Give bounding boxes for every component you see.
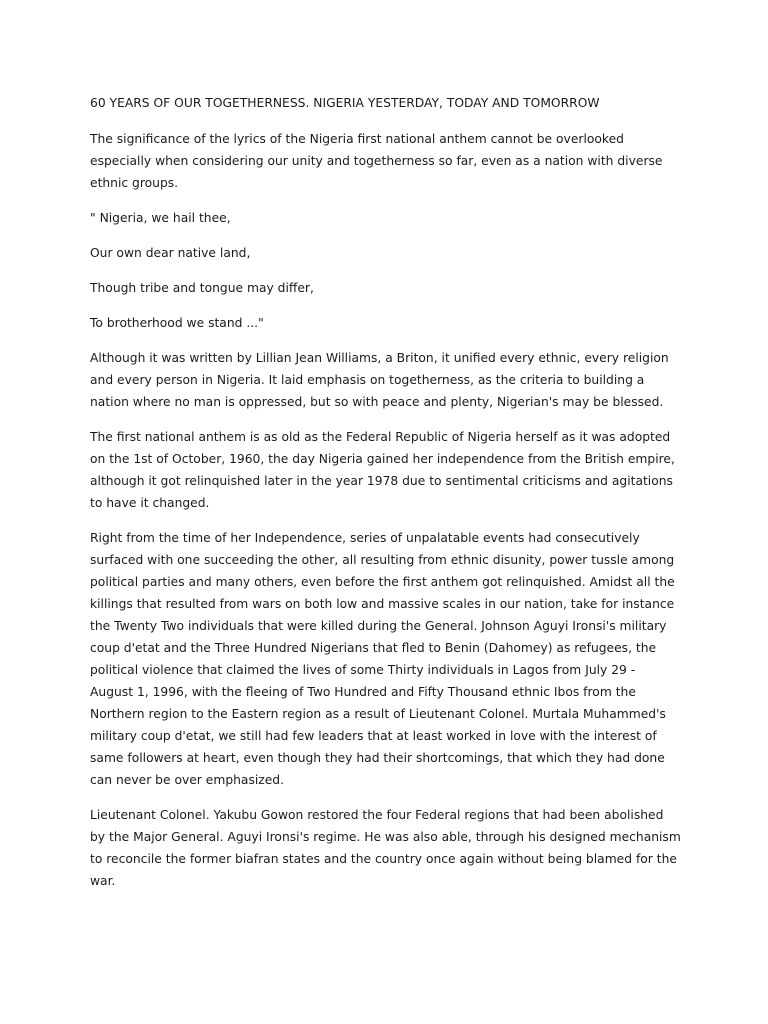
anthem-verse-line: Though tribe and tongue may differ, xyxy=(90,281,314,295)
document-title: 60 YEARS OF OUR TOGETHERNESS. NIGERIA YESTERDAY, TODAY AND TOMORROW xyxy=(90,96,600,110)
anthem-verse-line: Our own dear native land, xyxy=(90,246,251,260)
body-paragraph: Although it was written by Lillian Jean Williams, a Briton, it unified every ethnic, every religion and every person in Nigeria. It laid emphasis on togetherness, as the criteria to building a nation where no man is oppressed, but so with peace and plenty, Nigerian's may be blessed. xyxy=(90,351,669,409)
anthem-verse-line: " Nigeria, we hail thee, xyxy=(90,211,231,225)
body-paragraph: Right from the time of her Independence, series of unpalatable events had consecutively surfaced with one succeeding the other, all resulting from ethnic disunity, power tussle among political parties and many others, even before the first anthem got relinquished. Amidst all the killings that resulted from wars on both low and massive scales in our nation, take for instance the Twenty Two individuals that were killed during the General. Johnson Aguyi Ironsi's military coup d'etat and the Three Hundred Nigerians that fled to Benin (Dahomey) as refugees, the political violence that claimed the lives of some Thirty individuals in Lagos from July 29 - August 1, 1996, with the fleeing of Two Hundred and Fifty Thousand ethnic Ibos from the Northern region to the Eastern region as a result of Lieutenant Colonel. Murtala Muhammed's military coup d'etat, we still had few leaders that at least worked in love with the interest of same followers at heart, even though they had their shortcomings, that which they had done can never be over emphasized. xyxy=(90,531,675,787)
document-page xyxy=(90,92,682,905)
body-paragraph: The first national anthem is as old as the Federal Republic of Nigeria herself as it was adopted on the 1st of October, 1960, the day Nigeria gained her independence from the British empire, although it got relinquished later in the year 1978 due to sentimental criticisms and agitations to have it changed. xyxy=(90,430,675,510)
body-paragraph: Lieutenant Colonel. Yakubu Gowon restored the four Federal regions that had been abolished by the Major General. Aguyi Ironsi's regime. He was also able, through his designed mechanism to reconcile the former biafran states and the country once again without being blamed for the war. xyxy=(90,808,681,888)
intro-paragraph: The significance of the lyrics of the Nigeria first national anthem cannot be overlooked especially when considering our unity and togetherness so far, even as a nation with diverse ethnic groups. xyxy=(90,132,663,190)
anthem-verse-line: To brotherhood we stand ..." xyxy=(90,316,264,330)
